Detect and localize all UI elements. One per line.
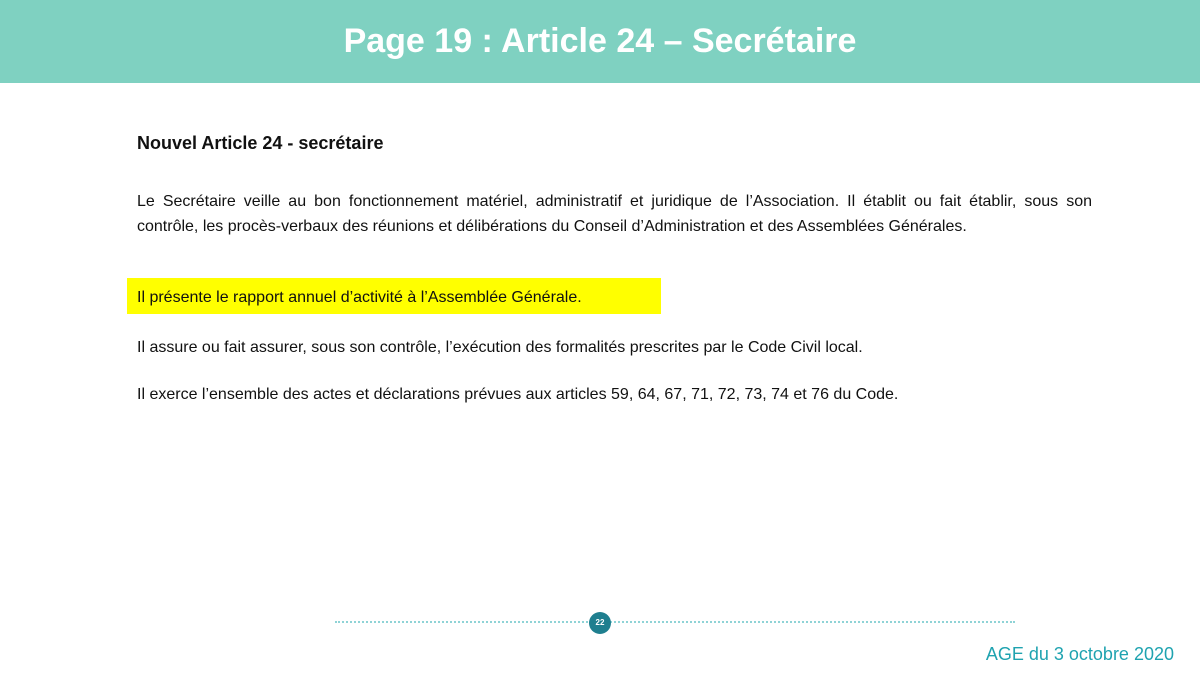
footer-divider — [335, 621, 1015, 623]
page-title: Page 19 : Article 24 – Secrétaire — [343, 22, 857, 60]
article-content — [137, 130, 1092, 403]
section-heading: Nouvel Article 24 - secrétaire — [137, 133, 384, 153]
title-banner — [0, 0, 1200, 83]
paragraph-highlighted-annual-report: Il présente le rapport annuel d’activité à l’Assemblée Générale. — [137, 289, 582, 306]
paragraph-formalities: Il assure ou fait assurer, sous son contrôle, l’exécution des formalités prescrites par le Code Civil local. — [137, 339, 863, 356]
page-number-badge: 22 — [589, 612, 611, 634]
paragraph-secretary-duties: Le Secrétaire veille au bon fonctionnement matériel, administratif et juridique de l’Association. Il établit ou fait établir, sous son contrôle, les procès-verbaux des réunions et délibérations du Conseil d’Administration et des Assemblées Générales. — [137, 193, 1092, 235]
paragraph-code-articles: Il exerce l’ensemble des actes et déclarations prévues aux articles 59, 64, 67, 71, 72, 73, 74 et 76 du Code. — [137, 386, 899, 403]
footer-caption: AGE du 3 octobre 2020 — [985, 644, 1174, 664]
